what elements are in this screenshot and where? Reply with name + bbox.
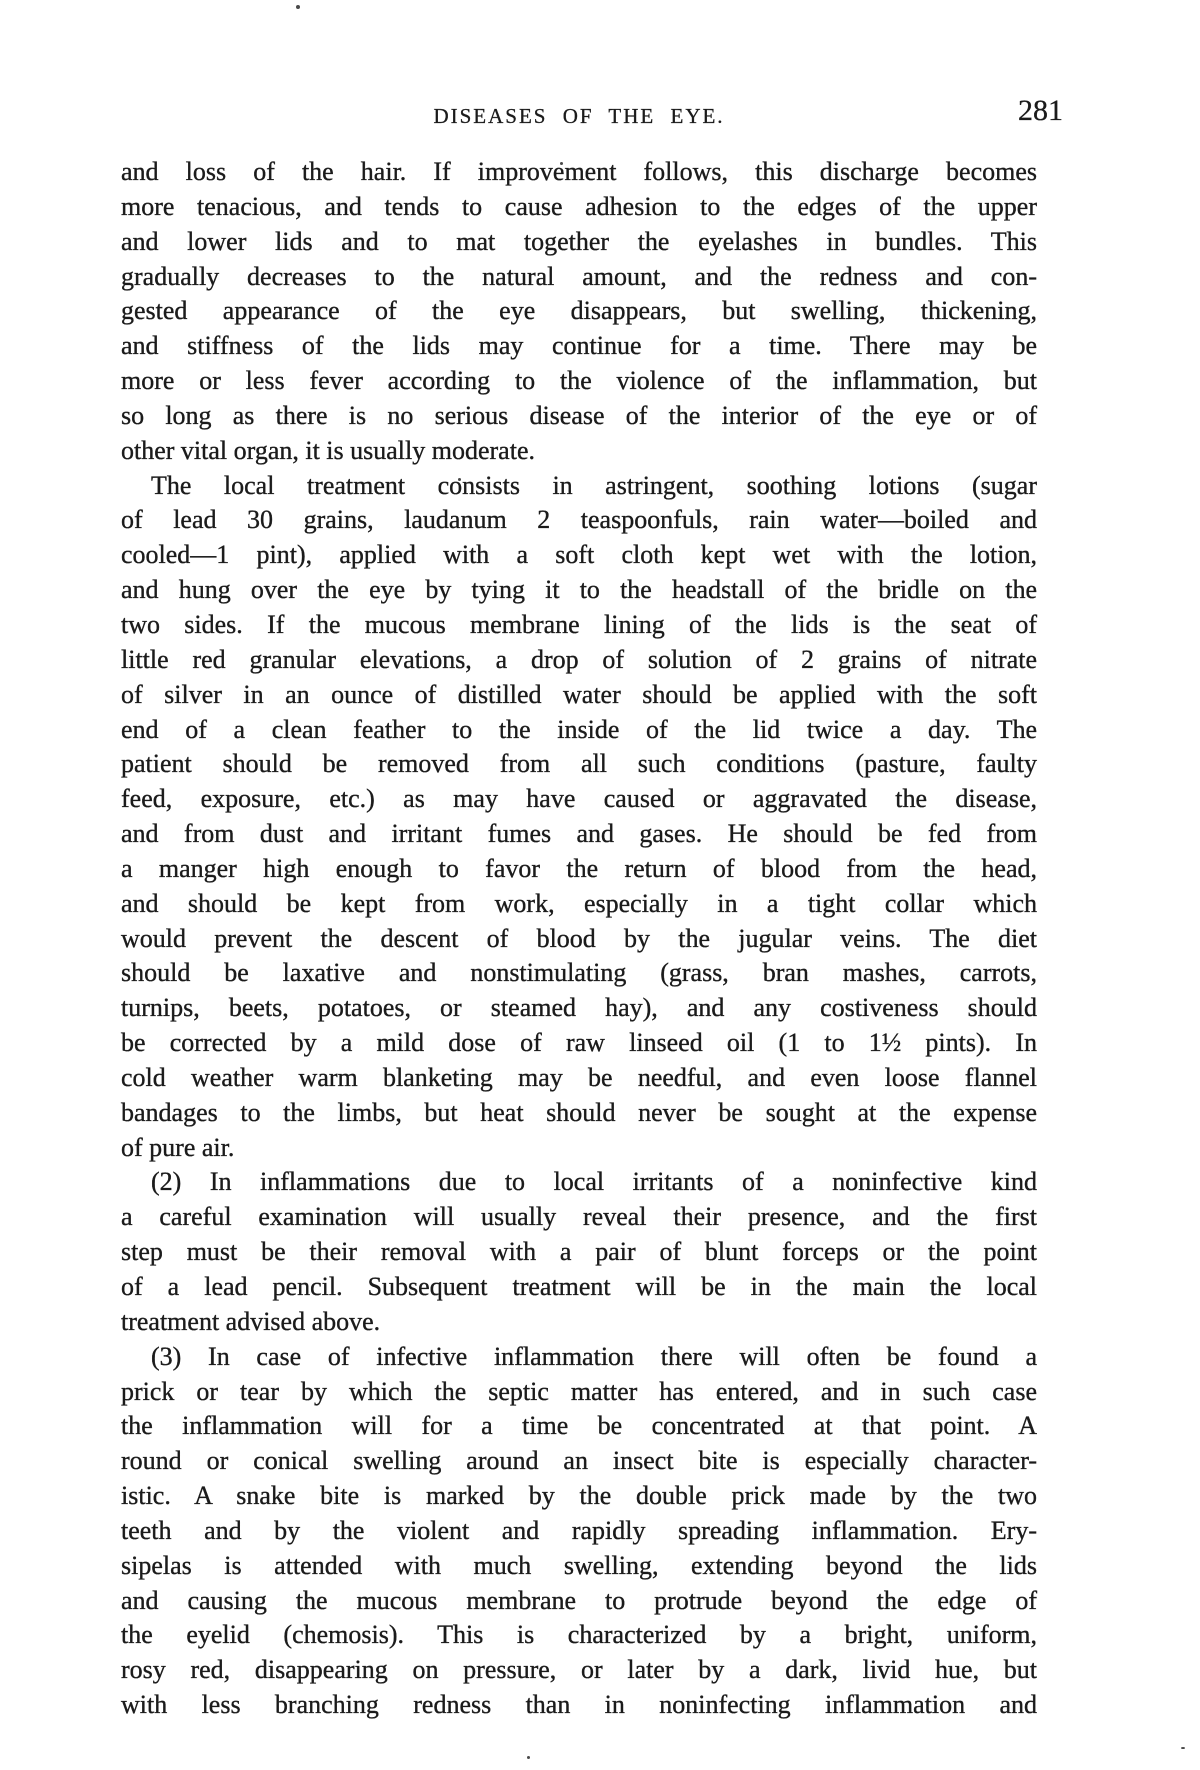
text-line: and lower lids and to mat together the eyelashes in bundles. This xyxy=(121,226,1037,256)
text-line: and should be kept from work, especially in a tight collar which xyxy=(121,888,1037,918)
running-head-title: DISEASES OF THE EYE. xyxy=(433,104,725,128)
text-line: rosy red, disappearing on pressure, or later by a dark, livid hue, but xyxy=(121,1655,1037,1685)
text-line: so long as there is no serious disease of the interior of the eye or of xyxy=(121,400,1037,430)
text-line: of lead 30 grains, laudanum 2 teaspoonfuls, rain water—boiled and xyxy=(121,505,1037,535)
text-line: would prevent the descent of blood by the jugular veins. The diet xyxy=(121,923,1037,953)
text-line: turnips, beets, potatoes, or steamed hay), and any costiveness should xyxy=(121,993,1037,1023)
page-number: 281 xyxy=(1018,94,1063,127)
text-line: prick or tear by which the septic matter has entered, and in such case xyxy=(121,1376,1037,1406)
text-line: teeth and by the violent and rapidly spreading inflammation. Ery- xyxy=(121,1515,1037,1545)
text-line: cooled—1 pint), applied with a soft cloth kept wet with the lotion, xyxy=(121,540,1037,570)
text-line: (3) In case of infective inflammation there will often be found a xyxy=(151,1341,1037,1371)
text-line: a manger high enough to favor the return of blood from the head, xyxy=(121,853,1037,883)
body-text xyxy=(121,155,1037,1723)
text-line: more or less fever according to the violence of the inflammation, but xyxy=(121,366,1037,396)
text-line: of silver in an ounce of distilled water should be applied with the soft xyxy=(121,679,1037,709)
text-line: should be laxative and nonstimulating (grass, bran mashes, carrots, xyxy=(121,958,1037,988)
text-line: more tenacious, and tends to cause adhesion to the edges of the upper xyxy=(121,191,1037,221)
text-line: little red granular elevations, a drop of solution of 2 grains of nitrate xyxy=(121,644,1037,674)
text-line: round or conical swelling around an insect bite is especially character- xyxy=(121,1446,1037,1476)
text-block xyxy=(121,94,1063,1723)
scan-speck xyxy=(296,5,300,9)
scan-speck xyxy=(1181,1747,1185,1749)
text-line: gested appearance of the eye disappears, but swelling, thickening, xyxy=(121,296,1037,326)
text-line: treatment advised above. xyxy=(121,1306,381,1336)
text-line: (2) In inflammations due to local irritants of a noninfective kind xyxy=(151,1167,1037,1197)
text-line: the inflammation will for a time be concentrated at that point. A xyxy=(121,1411,1037,1441)
text-line: other vital organ, it is usually moderate. xyxy=(121,435,535,465)
text-line: with less branching redness than in noninfecting inflammation and xyxy=(121,1690,1037,1720)
text-line: the eyelid (chemosis). This is characterized by a bright, uniform, xyxy=(121,1620,1037,1650)
text-line: end of a clean feather to the inside of the lid twice a day. The xyxy=(121,714,1037,744)
text-line: step must be their removal with a pair of blunt forceps or the point xyxy=(121,1237,1037,1267)
text-line: of a lead pencil. Subsequent treatment will be in the main the local xyxy=(121,1272,1037,1301)
text-line: and stiffness of the lids may continue for a time. There may be xyxy=(121,331,1037,361)
text-line: sipelas is attended with much swelling, extending beyond the lids xyxy=(121,1550,1037,1580)
scan-speck xyxy=(527,1756,530,1759)
text-line: and from dust and irritant fumes and gases. He should be fed from xyxy=(121,819,1037,849)
text-line: gradually decreases to the natural amount, and the redness and con- xyxy=(121,261,1037,291)
text-line: patient should be removed from all such conditions (pasture, faulty xyxy=(121,749,1037,779)
text-line: istic. A snake bite is marked by the double prick made by the two xyxy=(121,1481,1037,1511)
text-line: and causing the mucous membrane to protrude beyond the edge of xyxy=(121,1585,1037,1615)
text-line: and hung over the eye by tying it to the headstall of the bridle on the xyxy=(121,575,1037,605)
text-line: The local treatment consists in astringent, soothing lotions (sugar xyxy=(151,470,1037,500)
text-line: bandages to the limbs, but heat should never be sought at the expense xyxy=(121,1097,1037,1127)
text-line: cold weather warm blanketing may be needful, and even loose flannel xyxy=(121,1062,1037,1092)
text-line: two sides. If the mucous membrane lining of the lids is the seat of xyxy=(121,609,1037,639)
running-header xyxy=(121,94,1063,130)
text-line: a careful examination will usually reveal their presence, and the first xyxy=(121,1202,1037,1232)
text-line: and loss of the hair. If improvement follows, this discharge becomes xyxy=(121,157,1037,186)
text-line: feed, exposure, etc.) as may have caused or aggravated the disease, xyxy=(121,784,1037,814)
text-line: of pure air. xyxy=(121,1132,235,1162)
text-line: be corrected by a mild dose of raw linseed oil (1 to 1½ pints). In xyxy=(121,1028,1037,1058)
